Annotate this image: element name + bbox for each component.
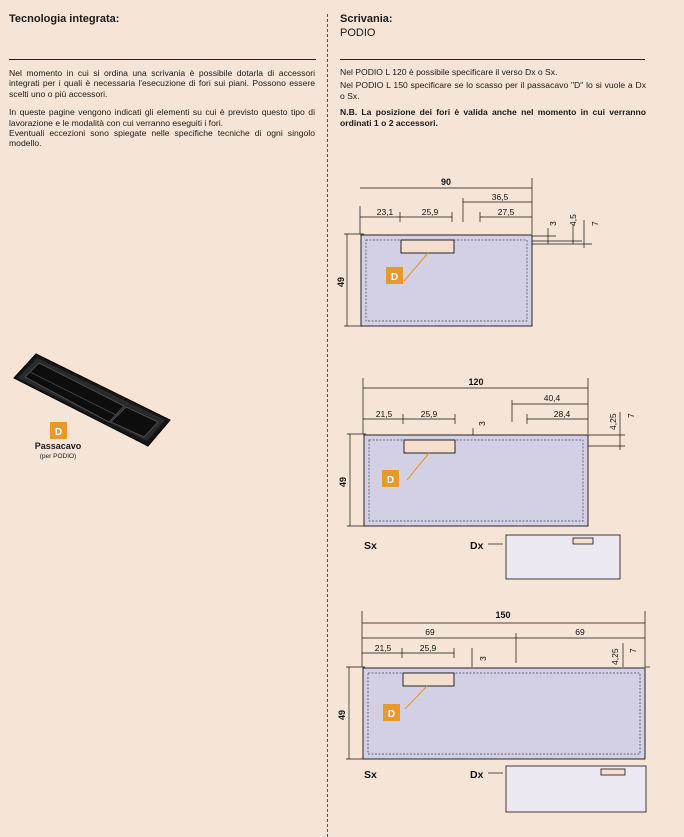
- dim-half-left: 69: [425, 627, 435, 637]
- left-title-rule: [9, 59, 316, 60]
- dim-hole-left: 21,5: [375, 409, 393, 419]
- left-paragraph-3: Eventuali eccezioni sono spiegate nelle specifiche tecniche di ogni singolo modello.: [9, 128, 315, 149]
- hole-badge-label: D: [390, 272, 399, 283]
- diagram-podio-120: [330, 372, 650, 587]
- dim-half-right: 69: [575, 627, 585, 637]
- right-paragraph-2: Nel PODIO L 150 specificare se lo scasso per il passacavo "D" lo si vuole a Dx o Sx.: [340, 80, 646, 101]
- column-divider: [327, 14, 328, 837]
- dim-r1: 3: [477, 421, 487, 426]
- dim-width: 150: [495, 610, 511, 620]
- dim-hole-offset-total: 36,5: [491, 192, 509, 202]
- right-title-rule: [340, 59, 645, 60]
- passacavo-illustration: [8, 348, 178, 448]
- dim-hole-left: 23,1: [376, 207, 394, 217]
- dim-width: 120: [468, 377, 484, 387]
- cable-hole-d: [404, 440, 455, 453]
- dim-hole-length: 25,9: [420, 409, 438, 419]
- dim-hole-right: 27,5: [497, 207, 515, 217]
- left-text: [9, 68, 315, 149]
- accessory-note: (per PODIO): [39, 453, 77, 460]
- dim-width: 90: [440, 177, 452, 187]
- left-paragraph-2: In queste pagine vengono indicati gli elementi su cui è previsto questo tipo di lavorazione e le modalità con cui verranno eseguiti i fori.: [9, 107, 315, 128]
- dim-r3: 7: [590, 221, 600, 226]
- dim-hole-right: 28,4: [553, 409, 571, 419]
- dim-depth: 49: [337, 709, 347, 720]
- dim-r1: 3: [478, 656, 488, 661]
- badge-label: D: [54, 427, 63, 438]
- left-paragraph-1: Nel momento in cui si ordina una scrivania è possibile dotarla di accessori integrati per i quali è necessaria l'esecuzione di fori sui piani. Possono essere scelti uno o più accessori.: [9, 68, 315, 99]
- orientation-sx: Sx: [364, 540, 377, 552]
- diagram-podio-90: [330, 172, 630, 332]
- right-nb-note: N.B. La posizione dei fori è valida anche nel momento in cui verranno ordinati 1 o 2 accessori.: [340, 107, 646, 128]
- accessory-name: Passacavo: [34, 441, 82, 451]
- diagram-podio-150: [330, 603, 660, 819]
- dx-variant-top: [506, 535, 620, 579]
- orientation-dx: Dx: [470, 769, 484, 781]
- hole-badge-label: D: [386, 475, 395, 486]
- dim-r2: 4,5: [568, 214, 578, 226]
- dim-depth: 49: [338, 476, 348, 487]
- dim-hole-length: 25,9: [419, 643, 437, 653]
- right-title: Scrivania:: [340, 13, 393, 25]
- orientation-dx: Dx: [470, 540, 484, 552]
- right-text: [340, 67, 646, 128]
- dim-depth: 49: [336, 276, 346, 287]
- orientation-sx: Sx: [364, 769, 377, 781]
- right-subtitle: PODIO: [340, 27, 376, 39]
- dim-hole-length: 25,9: [421, 207, 439, 217]
- dim-hole-offset-total: 40,4: [543, 393, 561, 403]
- right-paragraph-1: Nel PODIO L 120 è possibile specificare il verso Dx o Sx.: [340, 67, 558, 77]
- cable-hole-d: [401, 240, 454, 253]
- dim-r3: 7: [626, 413, 636, 418]
- hole-badge-label: D: [387, 709, 396, 720]
- dim-hole-left: 21,5: [374, 643, 392, 653]
- dx-variant-hole: [573, 538, 593, 544]
- cable-hole-d: [403, 673, 454, 686]
- dx-variant-hole: [601, 769, 625, 775]
- dim-r2: 4,25: [608, 413, 618, 430]
- dim-r3: 7: [628, 648, 638, 653]
- accessory-badge-d: [49, 421, 69, 441]
- left-title: Tecnologia integrata:: [9, 13, 120, 25]
- dim-r1: 3: [548, 221, 558, 226]
- dim-r2: 4,25: [610, 648, 620, 665]
